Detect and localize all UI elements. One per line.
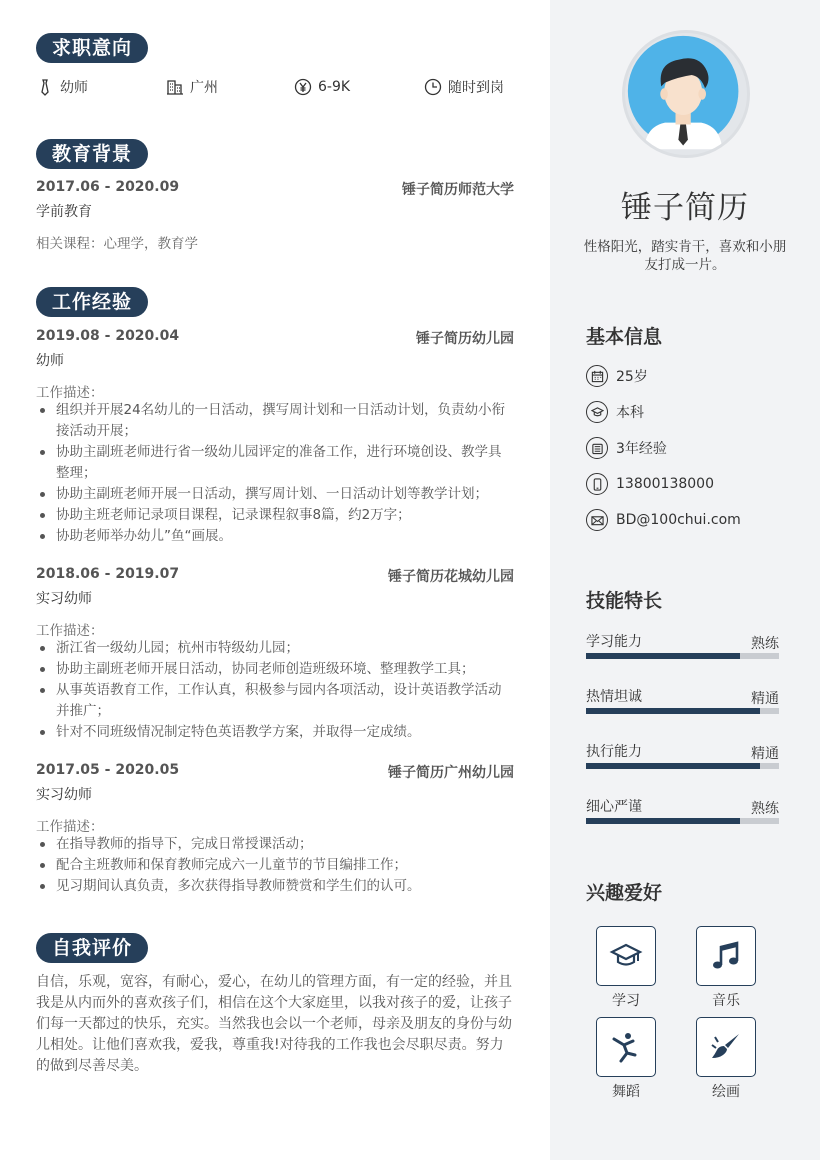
skill-name: 学习能力 — [586, 634, 642, 650]
info-email — [586, 509, 741, 531]
skill-bar-track — [586, 653, 779, 659]
intent-availability-text: 随时到岗 — [448, 80, 504, 96]
hobby-label: 舞蹈 — [612, 1084, 640, 1100]
skill-item — [586, 741, 779, 777]
job-2-company: 锤子简历花城幼儿园 — [388, 569, 514, 585]
intent-position — [36, 76, 88, 98]
list-item: 在指导教师的指导下，完成日常授课活动； — [36, 834, 514, 855]
graduation-cap-icon — [609, 939, 643, 973]
job-1-date: 2019.08 - 2020.04 — [36, 328, 180, 344]
person-avatar-icon — [625, 33, 747, 155]
music-note-icon — [709, 939, 743, 973]
skill-bar-track — [586, 818, 779, 824]
job-2-desc-label: 工作描述： — [36, 623, 104, 639]
building-icon — [166, 78, 184, 96]
job-2-bullets — [36, 638, 514, 743]
job-1-bullets — [36, 400, 514, 547]
list-item: 见习期间认真负责，多次获得指导教师赞赏和学生们的认可。 — [36, 876, 514, 897]
section-title-skills: 技能特长 — [586, 590, 663, 612]
job-1-header — [36, 328, 514, 348]
list-item: 协助主副班老师开展一日活动，撰写周计划、一日活动计划等教学计划； — [36, 484, 514, 505]
skill-item — [586, 686, 779, 722]
phone-icon — [591, 478, 604, 491]
briefcase-icon — [591, 442, 604, 455]
job-3-bullets — [36, 834, 514, 897]
skill-bar-fill — [586, 653, 740, 659]
skill-name: 热情坦诚 — [586, 689, 642, 705]
intent-salary — [294, 76, 350, 98]
job-1-desc-label: 工作描述： — [36, 385, 104, 401]
info-email-text: BD@100chui.com — [616, 512, 741, 528]
info-experience — [586, 437, 667, 459]
hobby-study — [596, 926, 656, 1010]
skill-name: 执行能力 — [586, 744, 642, 760]
intent-city — [166, 76, 218, 98]
intent-salary-text: 6-9K — [318, 79, 351, 95]
mail-icon — [591, 514, 604, 527]
section-title-basic: 基本信息 — [586, 326, 663, 348]
skill-bar-track — [586, 708, 779, 714]
info-age — [586, 365, 648, 387]
job-3-header — [36, 762, 514, 782]
job-2-header — [36, 566, 514, 586]
info-experience-text: 3年经验 — [616, 441, 667, 457]
skill-bar-fill — [586, 708, 760, 714]
education-school: 锤子简历师范大学 — [402, 182, 514, 198]
skill-bar-track — [586, 763, 779, 769]
list-item: 协助主副班老师进行省一级幼儿园评定的准备工作，进行环境创设、教学具整理； — [36, 442, 514, 484]
hobby-dance — [596, 1017, 656, 1101]
skill-name: 细心严谨 — [586, 799, 642, 815]
list-item: 组织并开展24名幼儿的一日活动，撰写周计划和一日活动计划，负责幼小衔接活动开展； — [36, 400, 514, 442]
intent-position-text: 幼师 — [60, 80, 88, 96]
hobby-music — [696, 926, 756, 1010]
education-header — [36, 179, 514, 199]
dancer-icon — [609, 1030, 643, 1064]
job-2-date: 2018.06 - 2019.07 — [36, 566, 180, 582]
section-title-work: 工作经验 — [36, 287, 148, 317]
hobby-label: 绘画 — [712, 1084, 740, 1100]
skill-item — [586, 796, 779, 832]
profile-motto: 性格阳光，踏实肯干，喜欢和小朋友打成一片。 — [583, 239, 787, 273]
list-item: 协助主副班老师开展日活动，协同老师创造班级环境、整理教学工具； — [36, 659, 514, 680]
self-evaluation-text: 自信，乐观，宽容，有耐心，爱心，在幼儿的管理方面，有一定的经验，并且我是从内而外的喜欢孩子们，相信在这个大家庭里，以我对孩子的爱，让孩子们每一天都过的快乐，充实。当然我也会以一个老师，母亲及朋友的身份与幼儿相处。让他们喜欢我，爱我，尊重我!对待我的工作我也会尽职尽责。努力的做到尽善尽美。 — [36, 974, 512, 1074]
yen-icon — [294, 78, 312, 96]
calendar-icon — [591, 370, 604, 383]
info-degree-text: 本科 — [616, 405, 644, 421]
section-title-hobbies: 兴趣爱好 — [586, 882, 663, 904]
list-item: 配合主班教师和保育教师完成六一儿童节的节目编排工作； — [36, 855, 514, 876]
skill-bar-fill — [586, 763, 760, 769]
job-3-desc-label: 工作描述： — [36, 819, 104, 835]
hobby-label: 学习 — [612, 993, 640, 1009]
hobby-painting — [696, 1017, 756, 1101]
job-3-role: 实习幼师 — [36, 787, 92, 803]
clock-icon — [424, 78, 442, 96]
section-title-education: 教育背景 — [36, 139, 148, 169]
list-item: 从事英语教育工作，工作认真，积极参与园内各项活动，设计英语教学活动并推广； — [36, 680, 514, 722]
tie-icon — [36, 78, 54, 96]
intent-city-text: 广州 — [190, 80, 218, 96]
intent-availability — [424, 76, 504, 98]
section-title-intent: 求职意向 — [36, 33, 148, 63]
education-courses: 相关课程：心理学，教育学 — [36, 236, 198, 252]
skill-level: 精通 — [751, 691, 779, 707]
education-date: 2017.06 - 2020.09 — [36, 179, 180, 195]
education-major: 学前教育 — [36, 204, 92, 220]
job-1-role: 幼师 — [36, 353, 64, 369]
info-age-text: 25岁 — [616, 369, 648, 385]
skill-item — [586, 631, 779, 667]
job-3-company: 锤子简历广州幼儿园 — [388, 765, 514, 781]
section-title-self: 自我评价 — [36, 933, 148, 963]
info-degree — [586, 401, 644, 423]
job-3-date: 2017.05 - 2020.05 — [36, 762, 180, 778]
paint-brush-icon — [709, 1030, 743, 1064]
avatar — [622, 30, 750, 158]
sidebar — [550, 0, 820, 1160]
list-item: 协助老师举办幼儿”鱼“画展。 — [36, 526, 514, 547]
graduation-cap-icon — [591, 406, 604, 419]
skill-level: 熟练 — [751, 636, 779, 652]
skill-level: 熟练 — [751, 801, 779, 817]
profile-name: 锤子简历 — [621, 190, 749, 226]
skill-bar-fill — [586, 818, 740, 824]
list-item: 针对不同班级情况制定特色英语教学方案，并取得一定成绩。 — [36, 722, 514, 743]
job-2-role: 实习幼师 — [36, 591, 92, 607]
list-item: 协助主班老师记录项目课程，记录课程叙事8篇，约2万字； — [36, 505, 514, 526]
intent-row — [36, 76, 516, 98]
info-phone-text: 13800138000 — [616, 476, 714, 492]
job-1-company: 锤子简历幼儿园 — [416, 331, 514, 347]
info-phone — [586, 473, 714, 495]
hobby-label: 音乐 — [712, 993, 740, 1009]
skill-level: 精通 — [751, 746, 779, 762]
list-item: 浙江省一级幼儿园；杭州市特级幼儿园； — [36, 638, 514, 659]
